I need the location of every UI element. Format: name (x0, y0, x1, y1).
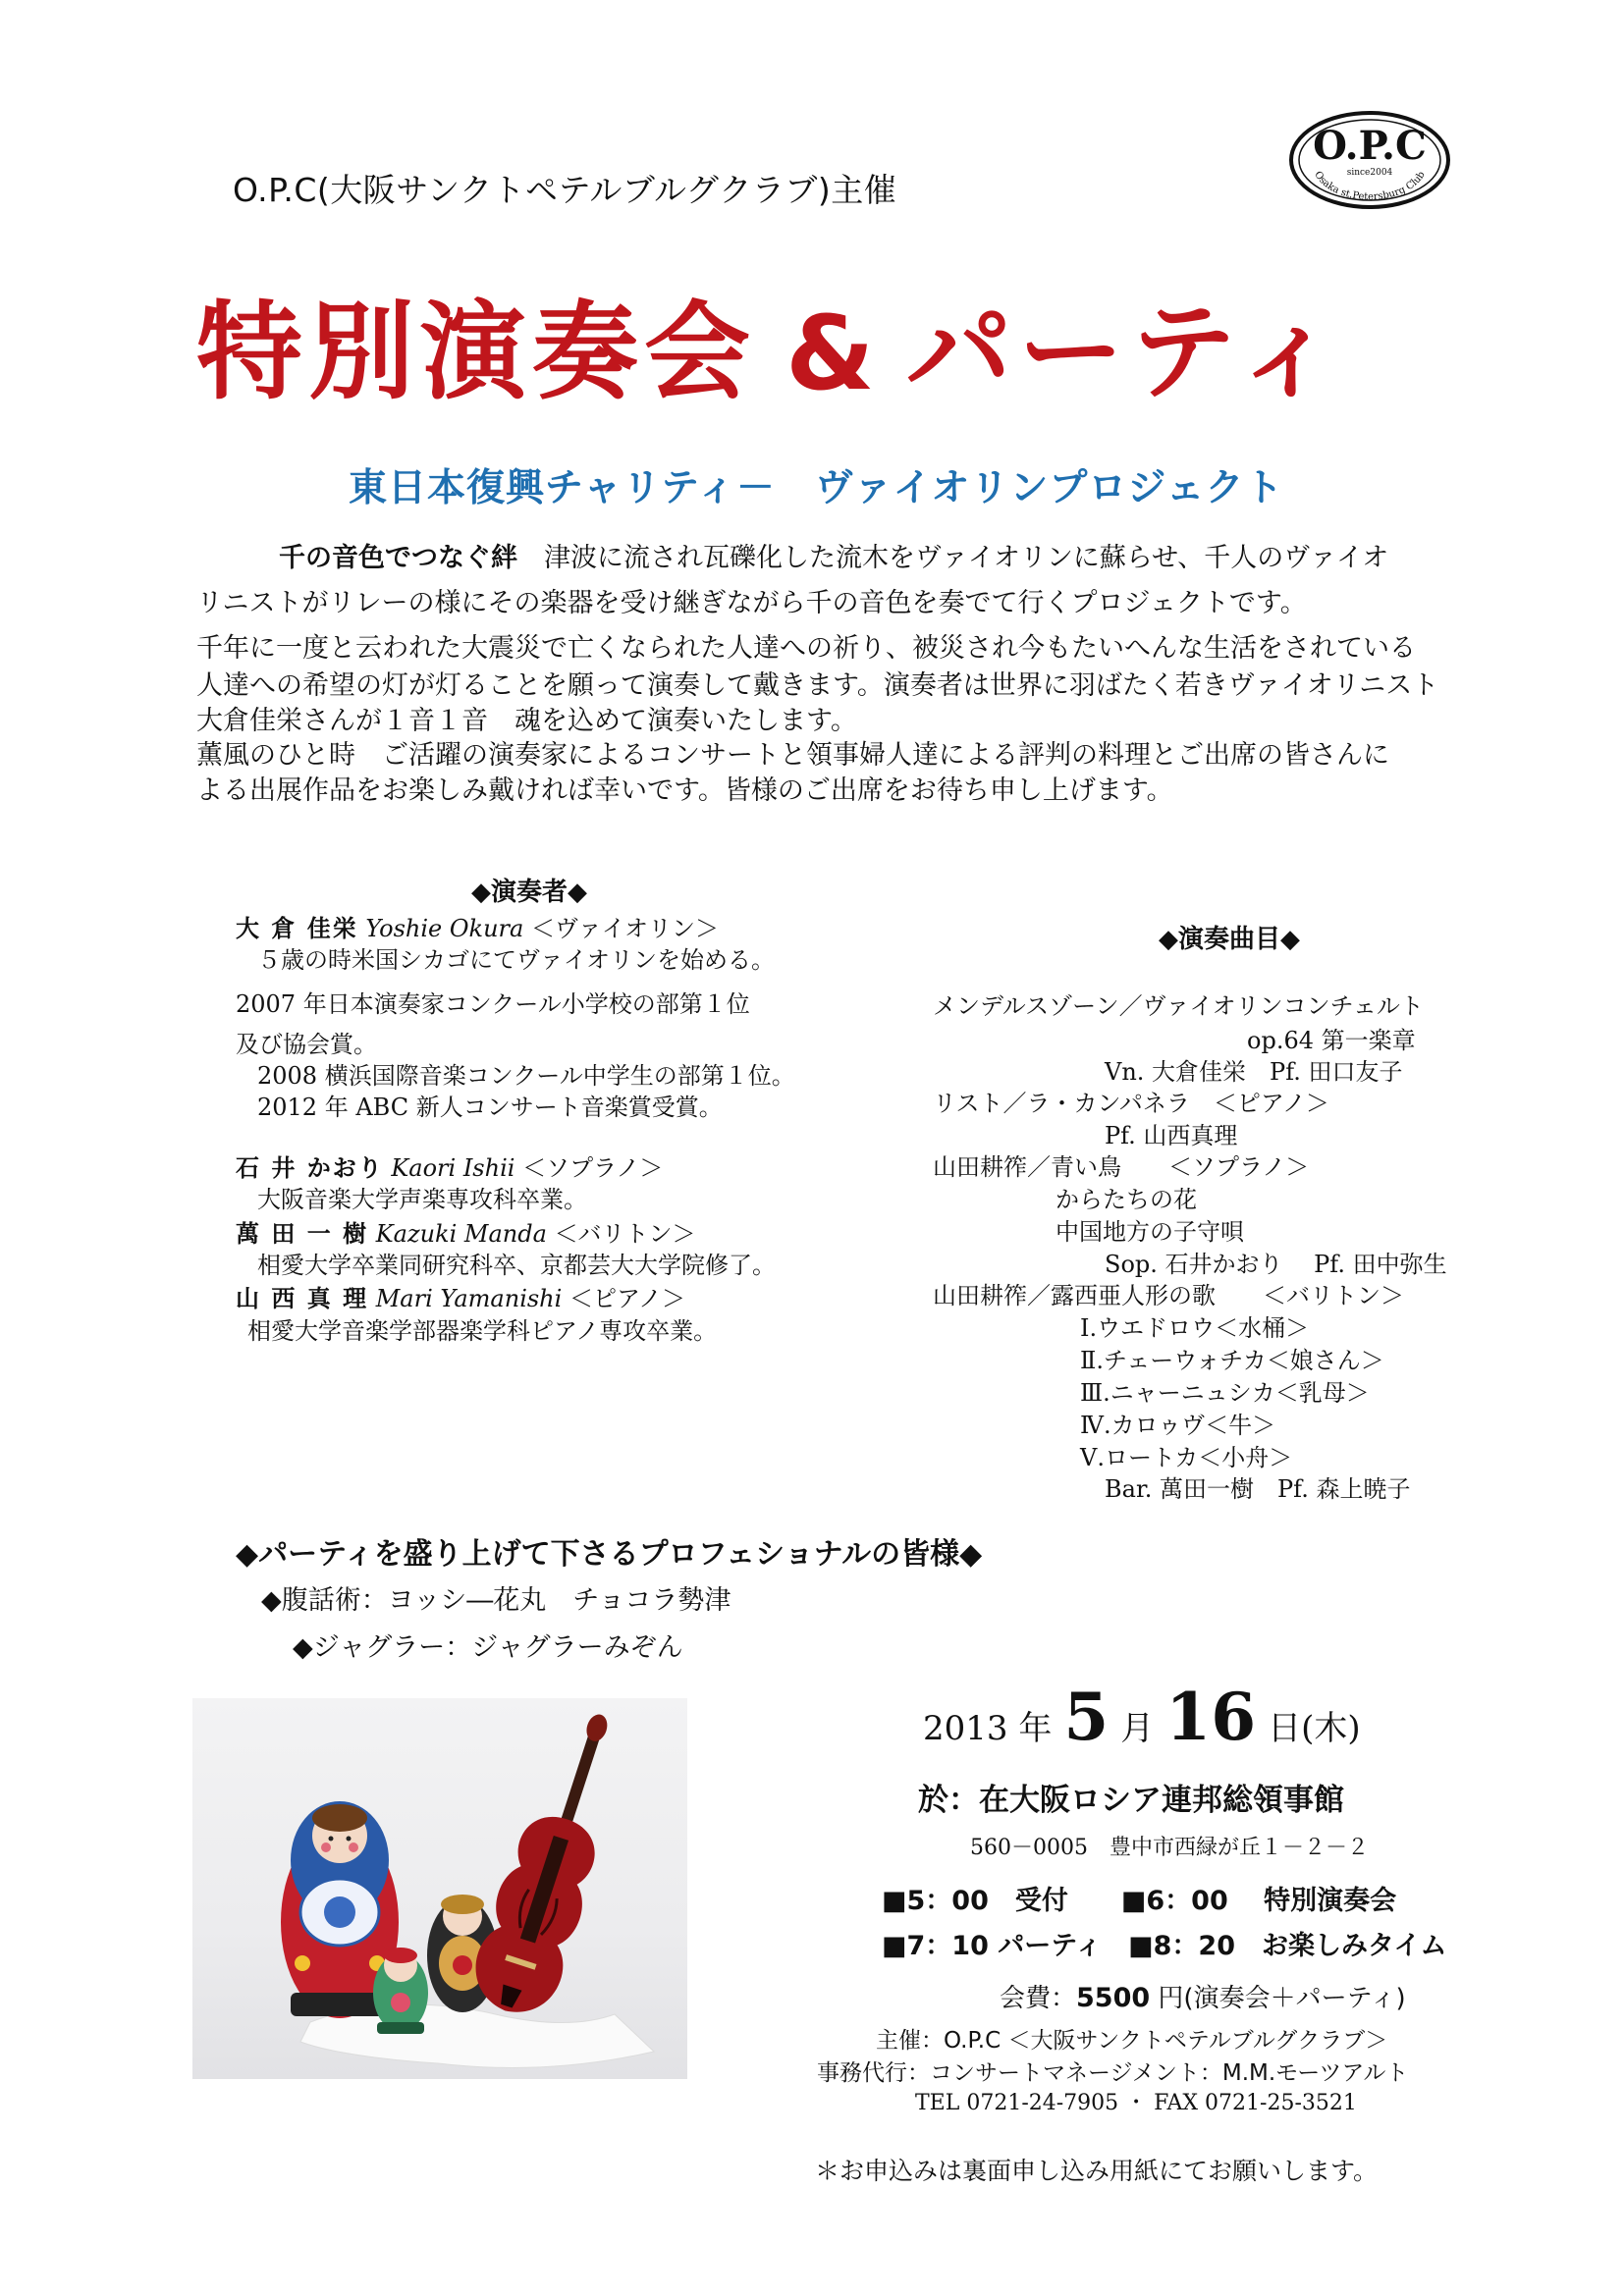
program-line: 山田耕筰／露西亜人形の歌 ＜バリトン＞ (933, 1282, 1404, 1309)
performer-roman: Mari Yamanishi (375, 1285, 563, 1312)
fee-amount: 5500 (1076, 1983, 1151, 2013)
performer-roman: Kazuki Manda (375, 1220, 547, 1248)
performer-roman: Kaori Ishii (391, 1154, 515, 1182)
performer-name: 萬 田 一 樹 (236, 1220, 369, 1248)
program-line: Vn. 大倉佳栄 Pf. 田口友子 (1105, 1058, 1403, 1086)
program-line: メンデルスゾーン／ヴァイオリンコンチェルト (933, 992, 1424, 1020)
subtitle: 東日本復興チャリティ－ ヴァイオリンプロジェクト (349, 466, 1284, 510)
program-line: Pf. 山西真理 (1105, 1122, 1238, 1149)
event-schedule-1: ■5：00 受付 ■6：00 特別演奏会 (882, 1886, 1397, 1916)
intro-line-1 (279, 542, 1388, 575)
performer-manda (236, 1214, 696, 1249)
intro-line: 千年に一度と云われた大震災で亡くなられた人達への祈り、被災され今もたいへんな生活をされている (196, 633, 1416, 664)
event-month: 5 (1063, 1679, 1110, 1755)
event-fee (1000, 1978, 1406, 2014)
performer-bio: 大阪音楽大学声楽専攻科卒業。 (257, 1186, 587, 1213)
program-line: Ⅰ.ウエドロウ＜水桶＞ (1080, 1314, 1310, 1342)
performer-okura (236, 909, 719, 943)
performers-header: ◆演奏者◆ (471, 878, 587, 907)
event-office: 事務代行：コンサートマネージメント：M.M.モーツアルト (817, 2060, 1409, 2086)
program-line: op.64 第一楽章 (1247, 1027, 1416, 1054)
program-line: 山田耕筰／青い鳥 ＜ソプラノ＞ (933, 1153, 1310, 1181)
event-host: 主催：O.P.C ＜大阪サンクトペテルブルグクラブ＞ (876, 2028, 1388, 2054)
program-line: Ⅲ.ニャーニュシカ＜乳母＞ (1080, 1379, 1370, 1407)
performer-name: 山 西 真 理 (236, 1285, 369, 1312)
main-title (196, 267, 1345, 419)
program-line: リスト／ラ・カンパネラ ＜ピアノ＞ (933, 1090, 1329, 1117)
program-line: Sop. 石井かおり Pf. 田中弥生 (1105, 1251, 1447, 1278)
performer-bio: 2008 横浜国際音楽コンクール中学生の部第１位。 (257, 1062, 795, 1090)
fee-detail: 円(演奏会＋パーティ) (1150, 1984, 1406, 2013)
event-day: 16 (1165, 1679, 1257, 1755)
title-party: パーティ (905, 292, 1346, 414)
performer-bio: 相愛大学音楽学部器楽学科ピアノ専攻卒業。 (247, 1317, 718, 1345)
title-ampersand: & (785, 294, 881, 413)
fee-label: 会費： (1000, 1984, 1077, 2013)
guest-item: ◆腹話術：ヨッシ―花丸 チョコラ勢津 (261, 1585, 731, 1616)
event-address: 560－0005 豊中市西緑が丘１－２－２ (970, 1836, 1369, 1860)
intro-lead: 千の音色でつなぐ絆 (279, 543, 517, 573)
organizer-line: O.P.C(大阪サンクトペテルブルグクラブ)主催 (233, 171, 897, 209)
intro-line: リニストがリレーの様にその楽器を受け継ぎながら千の音色を奏でて行くプロジェクトです。 (196, 588, 1307, 618)
performer-role: ＜ヴァイオリン＞ (530, 915, 719, 942)
program-line: Bar. 萬田一樹 Pf. 森上暁子 (1105, 1475, 1411, 1503)
program-line: Ⅳ.カロゥヴ＜牛＞ (1080, 1412, 1276, 1439)
logo-since-text: since2004 (1346, 168, 1393, 178)
performer-role: ＜ソプラノ＞ (522, 1154, 664, 1182)
guest-item: ◆ジャグラー：ジャグラーみぞん (293, 1632, 683, 1663)
event-tel-fax: TEL 0721-24-7905 ・ FAX 0721-25-3521 (915, 2091, 1357, 2115)
program-line: Ⅴ.ロートカ＜小舟＞ (1080, 1444, 1293, 1471)
performer-bio: 相愛大学卒業同研究科卒、京都芸大大学院修了。 (257, 1252, 776, 1279)
program-line: からたちの花 (1056, 1186, 1197, 1213)
performer-roman: Yoshie Okura (365, 915, 524, 942)
intro-line: よる出展作品をお楽しみ戴ければ幸いです。皆様のご出席をお待ち申し上げます。 (196, 775, 1173, 806)
program-line: Ⅱ.チェーウォチカ＜娘さん＞ (1080, 1347, 1384, 1374)
performer-name: 大 倉 佳栄 (236, 915, 358, 942)
intro-line-1-rest: 津波に流され瓦礫化した流木をヴァイオリンに蘇らせ、千人のヴァイオ (517, 543, 1389, 573)
performer-bio: 2007 年日本演奏家コンクール小学校の部第１位 (236, 990, 750, 1018)
performer-role: ＜ピアノ＞ (568, 1285, 686, 1312)
event-year: 2013 年 (923, 1709, 1053, 1748)
title-concert: 特別演奏会 (196, 292, 757, 414)
performer-ishii (236, 1148, 663, 1183)
intro-line: 薫風のひと時 ご活躍の演奏家によるコンサートと領事婦人達による評判の料理とご出席の皆さんに (196, 740, 1389, 771)
opc-logo (1286, 108, 1453, 212)
event-month-unit: 月 (1120, 1709, 1155, 1748)
program-line: 中国地方の子守唄 (1056, 1218, 1244, 1246)
performer-name: 石 井 かおり (236, 1154, 384, 1182)
opc-logo-icon (1286, 108, 1453, 212)
guests-header: ◆パーティを盛り上げて下さるプロフェショナルの皆様◆ (236, 1537, 983, 1572)
intro-line: 大倉佳栄さんが１音１音 魂を込めて演奏いたします。 (196, 706, 857, 736)
event-schedule-2: ■7：10 パーティ ■8：20 お楽しみタイム (882, 1931, 1447, 1961)
program-header: ◆演奏曲目◆ (1159, 925, 1300, 954)
photo-matryoshka-violin (192, 1698, 687, 2079)
performer-bio: 2012 年 ABC 新人コンサート音楽賞受賞。 (257, 1094, 723, 1121)
performer-bio: ５歳の時米国シカゴにてヴァイオリンを始める。 (257, 946, 776, 974)
performer-bio: 及び協会賞。 (236, 1031, 377, 1058)
event-venue: 於：在大阪ロシア連邦総領事館 (918, 1783, 1344, 1818)
application-note: ＊お申込みは裏面申し込み用紙にてお願いします。 (815, 2157, 1379, 2185)
performer-yamanishi (236, 1279, 685, 1313)
violin-red (463, 1701, 642, 2024)
event-date (923, 1679, 1361, 1755)
performer-role: ＜バリトン＞ (554, 1220, 696, 1248)
logo-ring-text: Osaka st.Petersburg Club (1312, 169, 1428, 203)
logo-main-text: O.P.C (1313, 123, 1427, 169)
intro-line: 人達への希望の灯が灯ることを願って演奏して戴きます。演奏者は世界に羽ばたく若きヴァイオリニスト (196, 670, 1439, 701)
matryoshka-violin-illustration (192, 1698, 687, 2079)
event-day-unit: 日(木) (1268, 1709, 1361, 1748)
